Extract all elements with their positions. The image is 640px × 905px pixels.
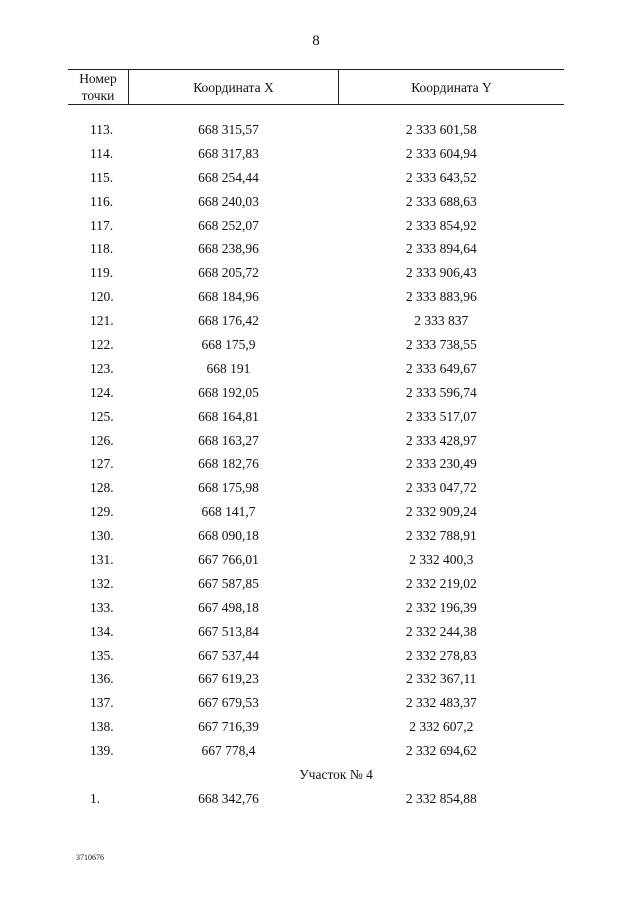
point-number-cell: 137. — [90, 695, 114, 711]
coordinate-x-cell: 668 238,96 — [198, 241, 259, 257]
table-row — [68, 381, 564, 405]
coordinate-y-cell: 2 332 909,24 — [405, 504, 477, 520]
coordinate-x-cell: 667 537,44 — [198, 647, 259, 663]
point-number-cell: 132. — [90, 575, 114, 591]
coordinate-y-cell: 2 333 601,58 — [405, 121, 477, 137]
point-number-cell: 126. — [90, 432, 114, 448]
point-number-cell: 113. — [90, 121, 114, 137]
coordinate-x-cell: 667 716,39 — [198, 719, 259, 735]
point-number-cell: 114. — [90, 145, 114, 161]
table-row — [68, 118, 564, 142]
coordinate-x-cell: 667 587,85 — [198, 575, 259, 591]
table-row — [68, 596, 564, 620]
coordinate-x-cell: 668 315,57 — [198, 121, 259, 137]
document-code: 3710676 — [76, 853, 104, 862]
point-number-cell: 121. — [90, 313, 114, 329]
table-row — [68, 787, 564, 811]
coordinate-y-cell: 2 333 596,74 — [405, 384, 477, 400]
header-coordinate-x: Координата X — [128, 70, 338, 105]
page-number: 8 — [312, 33, 320, 49]
table-row — [68, 309, 564, 333]
coordinate-x-cell: 668 205,72 — [198, 265, 259, 281]
point-number-cell: 1. — [90, 790, 101, 806]
header-coordinate-y: Координата Y — [339, 70, 565, 105]
coordinate-y-cell: 2 333 738,55 — [405, 336, 477, 352]
table-row — [68, 644, 564, 668]
table-row — [68, 142, 564, 166]
coordinate-x-cell: 668 176,42 — [198, 313, 259, 329]
coordinate-x-cell: 667 513,84 — [198, 623, 259, 639]
coordinate-y-cell: 2 333 837 — [414, 313, 469, 329]
point-number-cell: 128. — [90, 480, 114, 496]
coordinate-y-cell: 2 332 367,11 — [406, 671, 477, 687]
coordinate-x-cell: 668 184,96 — [198, 289, 259, 305]
coordinate-y-cell: 2 333 906,43 — [405, 265, 477, 281]
coordinate-y-cell: 2 332 196,39 — [405, 599, 477, 615]
point-number-cell: 120. — [90, 289, 114, 305]
coordinate-y-cell: 2 333 517,07 — [405, 408, 477, 424]
table-row — [68, 452, 564, 476]
coordinate-y-cell: 2 333 649,67 — [405, 360, 477, 376]
coordinate-y-cell: 2 333 854,92 — [405, 217, 477, 233]
coordinate-y-cell: 2 332 244,38 — [405, 623, 477, 639]
coordinate-y-cell: 2 333 894,64 — [405, 241, 477, 257]
coordinate-y-cell: 2 332 788,91 — [405, 528, 477, 544]
table-row — [68, 715, 564, 739]
point-number-cell: 134. — [90, 623, 114, 639]
section-title-row — [68, 763, 564, 787]
coordinate-x-cell: 668 252,07 — [198, 217, 259, 233]
coordinate-y-cell: 2 332 400,3 — [409, 551, 474, 567]
point-number-cell: 122. — [90, 336, 114, 352]
table-row — [68, 429, 564, 453]
table-row — [68, 214, 564, 238]
table-row — [68, 500, 564, 524]
coordinate-x-cell: 668 175,9 — [201, 336, 256, 352]
point-number-cell: 123. — [90, 360, 114, 376]
section-title: Участок № 4 — [299, 766, 373, 782]
table-row — [68, 237, 564, 261]
table-row — [68, 739, 564, 763]
header-point-number-label: Номер точки — [79, 71, 117, 103]
header-spacer — [68, 105, 564, 119]
table-row — [68, 691, 564, 715]
coordinate-y-cell: 2 332 607,2 — [409, 719, 474, 735]
coordinate-y-cell: 2 333 688,63 — [405, 193, 477, 209]
coordinates-table — [68, 69, 564, 811]
table-row — [68, 572, 564, 596]
table-row — [68, 548, 564, 572]
point-number-cell: 119. — [90, 265, 114, 281]
coordinate-y-cell: 2 333 428,97 — [405, 432, 477, 448]
coordinate-x-cell: 668 141,7 — [201, 504, 256, 520]
table-row — [68, 166, 564, 190]
coordinate-x-cell: 668 090,18 — [198, 528, 259, 544]
coordinate-y-cell: 2 332 854,88 — [405, 790, 477, 806]
coordinate-x-cell: 668 317,83 — [198, 145, 259, 161]
coordinate-x-cell: 668 254,44 — [198, 169, 259, 185]
header-point-number — [68, 70, 128, 105]
point-number-cell: 135. — [90, 647, 114, 663]
table-row — [68, 357, 564, 381]
point-number-cell: 115. — [90, 169, 114, 185]
coordinate-y-cell: 2 332 483,37 — [405, 695, 477, 711]
table-row — [68, 620, 564, 644]
point-number-cell: 136. — [90, 671, 114, 687]
coordinate-y-cell: 2 332 694,62 — [405, 743, 477, 759]
point-number-cell: 139. — [90, 743, 114, 759]
coordinate-x-cell: 668 182,76 — [198, 456, 259, 472]
coordinate-x-cell: 667 619,23 — [198, 671, 259, 687]
point-number-cell: 117. — [90, 217, 114, 233]
coordinate-x-cell: 668 192,05 — [198, 384, 259, 400]
coordinate-y-cell: 2 332 278,83 — [405, 647, 477, 663]
table-row — [68, 333, 564, 357]
coordinate-x-cell: 668 191 — [206, 360, 251, 376]
coordinate-x-cell: 667 766,01 — [198, 551, 259, 567]
point-number-cell: 116. — [90, 193, 114, 209]
table-row — [68, 667, 564, 691]
table-row — [68, 405, 564, 429]
point-number-cell: 130. — [90, 528, 114, 544]
coordinate-x-cell: 668 164,81 — [198, 408, 259, 424]
coordinate-x-cell: 668 175,98 — [198, 480, 259, 496]
coordinate-y-cell: 2 333 604,94 — [405, 145, 477, 161]
coordinate-x-cell: 668 240,03 — [198, 193, 259, 209]
point-number-cell: 118. — [90, 241, 114, 257]
point-number-cell: 127. — [90, 456, 114, 472]
table-row — [68, 190, 564, 214]
coordinate-x-cell: 668 163,27 — [198, 432, 259, 448]
coordinate-y-cell: 2 333 643,52 — [405, 169, 477, 185]
table-row — [68, 285, 564, 309]
coordinate-x-cell: 667 498,18 — [198, 599, 259, 615]
table-row — [68, 524, 564, 548]
table-row — [68, 476, 564, 500]
point-number-cell: 129. — [90, 504, 114, 520]
point-number-cell: 124. — [90, 384, 114, 400]
coordinate-y-cell: 2 333 047,72 — [405, 480, 477, 496]
point-number-cell: 125. — [90, 408, 114, 424]
table-header-row — [68, 70, 564, 105]
coordinate-y-cell: 2 332 219,02 — [405, 575, 477, 591]
point-number-cell: 131. — [90, 551, 114, 567]
point-number-cell: 138. — [90, 719, 114, 735]
coordinate-y-cell: 2 333 883,96 — [405, 289, 477, 305]
coordinate-y-cell: 2 333 230,49 — [405, 456, 477, 472]
table-row — [68, 261, 564, 285]
coordinate-x-cell: 667 679,53 — [198, 695, 259, 711]
coordinate-x-cell: 668 342,76 — [198, 790, 259, 806]
coordinate-x-cell: 667 778,4 — [201, 743, 256, 759]
point-number-cell: 133. — [90, 599, 114, 615]
table-body — [68, 105, 564, 811]
